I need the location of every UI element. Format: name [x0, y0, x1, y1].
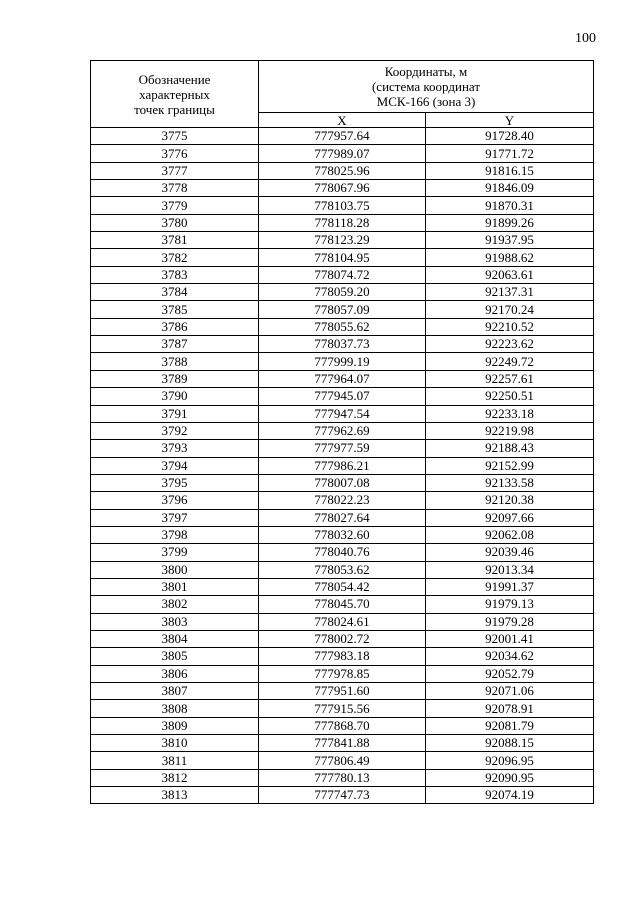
coords-header-line: (система координат: [371, 79, 481, 94]
point-header-line: Обозначение: [138, 71, 211, 87]
point-id-cell: 3793: [91, 440, 259, 457]
table-row: [91, 648, 594, 665]
point-id-cell: 3785: [91, 301, 259, 318]
x-coordinate-cell: 777962.69: [259, 422, 426, 439]
y-coordinate-cell: 91937.95: [426, 232, 594, 249]
table-row: [91, 214, 594, 231]
y-coordinate-cell: 92233.18: [426, 405, 594, 422]
x-column-header: X: [259, 113, 426, 128]
x-coordinate-cell: 778055.62: [259, 318, 426, 335]
x-coordinate-cell: 777999.19: [259, 353, 426, 370]
y-column-header: Y: [426, 113, 594, 128]
y-coordinate-cell: 92152.99: [426, 457, 594, 474]
point-id-cell: 3804: [91, 630, 259, 647]
x-coordinate-cell: 778022.23: [259, 492, 426, 509]
table-row: [91, 630, 594, 647]
table-row: [91, 717, 594, 734]
y-coordinate-cell: 92039.46: [426, 544, 594, 561]
point-id-cell: 3802: [91, 596, 259, 613]
y-coordinate-cell: 91979.13: [426, 596, 594, 613]
point-id-cell: 3808: [91, 700, 259, 717]
table-row: [91, 180, 594, 197]
y-coordinate-cell: 92090.95: [426, 769, 594, 786]
point-id-cell: 3796: [91, 492, 259, 509]
point-id-cell: 3792: [91, 422, 259, 439]
point-id-cell: 3789: [91, 370, 259, 387]
y-coordinate-cell: 92001.41: [426, 630, 594, 647]
table-row: [91, 388, 594, 405]
point-id-cell: 3778: [91, 180, 259, 197]
y-coordinate-cell: 92188.43: [426, 440, 594, 457]
x-coordinate-cell: 778067.96: [259, 180, 426, 197]
table-row: [91, 474, 594, 491]
table-row: [91, 318, 594, 335]
table-row: [91, 405, 594, 422]
x-coordinate-cell: 778037.73: [259, 336, 426, 353]
table-row: [91, 735, 594, 752]
y-coordinate-cell: 92249.72: [426, 353, 594, 370]
point-id-cell: 3780: [91, 214, 259, 231]
x-coordinate-cell: 777977.59: [259, 440, 426, 457]
point-id-cell: 3787: [91, 336, 259, 353]
point-id-cell: 3805: [91, 648, 259, 665]
table-row: [91, 266, 594, 283]
y-coordinate-cell: 92081.79: [426, 717, 594, 734]
table-row: [91, 509, 594, 526]
x-coordinate-cell: 778103.75: [259, 197, 426, 214]
point-id-cell: 3776: [91, 145, 259, 162]
table-row: [91, 665, 594, 682]
point-header-line: характерных: [139, 86, 210, 102]
table-row: [91, 596, 594, 613]
point-id-cell: 3775: [91, 128, 259, 145]
y-coordinate-cell: 92219.98: [426, 422, 594, 439]
x-coordinate-cell: 778057.09: [259, 301, 426, 318]
point-id-cell: 3788: [91, 353, 259, 370]
point-id-cell: 3809: [91, 717, 259, 734]
page-number: 100: [575, 31, 596, 46]
y-coordinate-cell: 92071.06: [426, 683, 594, 700]
x-coordinate-cell: 777986.21: [259, 457, 426, 474]
x-coordinate-cell: 777868.70: [259, 717, 426, 734]
x-coordinate-cell: 778059.20: [259, 284, 426, 301]
y-coordinate-cell: 91899.26: [426, 214, 594, 231]
coords-header-line: Координаты, м: [384, 64, 468, 79]
x-coordinate-cell: 778027.64: [259, 509, 426, 526]
x-coordinate-cell: 777915.56: [259, 700, 426, 717]
point-id-cell: 3812: [91, 769, 259, 786]
y-coordinate-cell: 92097.66: [426, 509, 594, 526]
point-id-cell: 3806: [91, 665, 259, 682]
y-coordinate-cell: 92078.91: [426, 700, 594, 717]
x-coordinate-cell: 778123.29: [259, 232, 426, 249]
y-coordinate-cell: 92088.15: [426, 735, 594, 752]
x-coordinate-cell: 778104.95: [259, 249, 426, 266]
x-coordinate-cell: 778118.28: [259, 214, 426, 231]
y-coordinate-cell: 92034.62: [426, 648, 594, 665]
point-id-cell: 3790: [91, 388, 259, 405]
point-id-cell: 3791: [91, 405, 259, 422]
y-coordinate-cell: 91816.15: [426, 162, 594, 179]
y-coordinate-cell: 92133.58: [426, 474, 594, 491]
y-coordinate-cell: 91728.40: [426, 128, 594, 145]
table-row: [91, 787, 594, 804]
x-coordinate-cell: 778007.08: [259, 474, 426, 491]
table-row: [91, 683, 594, 700]
x-coordinate-cell: 778074.72: [259, 266, 426, 283]
x-coordinate-cell: 778045.70: [259, 596, 426, 613]
table-row: [91, 769, 594, 786]
x-coordinate-cell: 777951.60: [259, 683, 426, 700]
table-row: [91, 578, 594, 595]
table-row: [91, 336, 594, 353]
x-coordinate-cell: 777945.07: [259, 388, 426, 405]
x-coordinate-cell: 777989.07: [259, 145, 426, 162]
y-coordinate-cell: 92250.51: [426, 388, 594, 405]
table-row: [91, 561, 594, 578]
point-id-cell: 3800: [91, 561, 259, 578]
x-coordinate-cell: 777841.88: [259, 735, 426, 752]
point-id-cell: 3782: [91, 249, 259, 266]
x-coordinate-cell: 778054.42: [259, 578, 426, 595]
table-body: [91, 128, 594, 804]
table-row: [91, 370, 594, 387]
y-coordinate-cell: 92052.79: [426, 665, 594, 682]
y-coordinate-cell: 92013.34: [426, 561, 594, 578]
coordinates-header: [259, 61, 594, 113]
table-row: [91, 128, 594, 145]
table-row: [91, 301, 594, 318]
x-coordinate-cell: 777978.85: [259, 665, 426, 682]
point-id-cell: 3807: [91, 683, 259, 700]
table-row: [91, 162, 594, 179]
point-id-cell: 3777: [91, 162, 259, 179]
x-coordinate-cell: 778032.60: [259, 526, 426, 543]
y-coordinate-cell: 91846.09: [426, 180, 594, 197]
point-id-cell: 3813: [91, 787, 259, 804]
point-id-cell: 3784: [91, 284, 259, 301]
x-coordinate-cell: 777747.73: [259, 787, 426, 804]
table-row: [91, 544, 594, 561]
point-id-cell: 3799: [91, 544, 259, 561]
y-coordinate-cell: 92063.61: [426, 266, 594, 283]
x-coordinate-cell: 778053.62: [259, 561, 426, 578]
table-row: [91, 613, 594, 630]
table-row: [91, 232, 594, 249]
x-coordinate-cell: 777806.49: [259, 752, 426, 769]
table-row: [91, 457, 594, 474]
point-id-cell: 3786: [91, 318, 259, 335]
point-id-cell: 3803: [91, 613, 259, 630]
y-coordinate-cell: 92120.38: [426, 492, 594, 509]
point-id-cell: 3801: [91, 578, 259, 595]
table-row: [91, 526, 594, 543]
point-id-cell: 3797: [91, 509, 259, 526]
point-id-cell: 3810: [91, 735, 259, 752]
y-coordinate-cell: 92170.24: [426, 301, 594, 318]
point-id-cell: 3779: [91, 197, 259, 214]
table-row: [91, 440, 594, 457]
y-coordinate-cell: 92074.19: [426, 787, 594, 804]
table-row: [91, 752, 594, 769]
x-coordinate-cell: 777983.18: [259, 648, 426, 665]
table-row: [91, 353, 594, 370]
table-row: [91, 422, 594, 439]
y-coordinate-cell: 92210.52: [426, 318, 594, 335]
y-coordinate-cell: 91988.62: [426, 249, 594, 266]
y-coordinate-cell: 91991.37: [426, 578, 594, 595]
point-id-cell: 3781: [91, 232, 259, 249]
y-coordinate-cell: 91771.72: [426, 145, 594, 162]
y-coordinate-cell: 91979.28: [426, 613, 594, 630]
table-header: [91, 61, 594, 128]
point-id-cell: 3811: [91, 752, 259, 769]
coords-header-line: МСК-166 (зона 3): [376, 94, 476, 109]
coordinates-table: [90, 60, 594, 804]
point-id-cell: 3794: [91, 457, 259, 474]
point-designation-header: [91, 61, 259, 128]
table-row: [91, 145, 594, 162]
x-coordinate-cell: 778024.61: [259, 613, 426, 630]
x-coordinate-cell: 778025.96: [259, 162, 426, 179]
y-coordinate-cell: 92062.08: [426, 526, 594, 543]
point-id-cell: 3798: [91, 526, 259, 543]
x-coordinate-cell: 777780.13: [259, 769, 426, 786]
y-coordinate-cell: 91870.31: [426, 197, 594, 214]
point-id-cell: 3783: [91, 266, 259, 283]
table-row: [91, 197, 594, 214]
point-id-cell: 3795: [91, 474, 259, 491]
table-row: [91, 249, 594, 266]
x-coordinate-cell: 777947.54: [259, 405, 426, 422]
table-row: [91, 284, 594, 301]
table-row: [91, 700, 594, 717]
x-coordinate-cell: 777957.64: [259, 128, 426, 145]
y-coordinate-cell: 92223.62: [426, 336, 594, 353]
x-coordinate-cell: 778002.72: [259, 630, 426, 647]
y-coordinate-cell: 92137.31: [426, 284, 594, 301]
y-coordinate-cell: 92257.61: [426, 370, 594, 387]
x-coordinate-cell: 777964.07: [259, 370, 426, 387]
y-coordinate-cell: 92096.95: [426, 752, 594, 769]
x-coordinate-cell: 778040.76: [259, 544, 426, 561]
table-row: [91, 492, 594, 509]
point-header-line: точек границы: [134, 101, 215, 117]
